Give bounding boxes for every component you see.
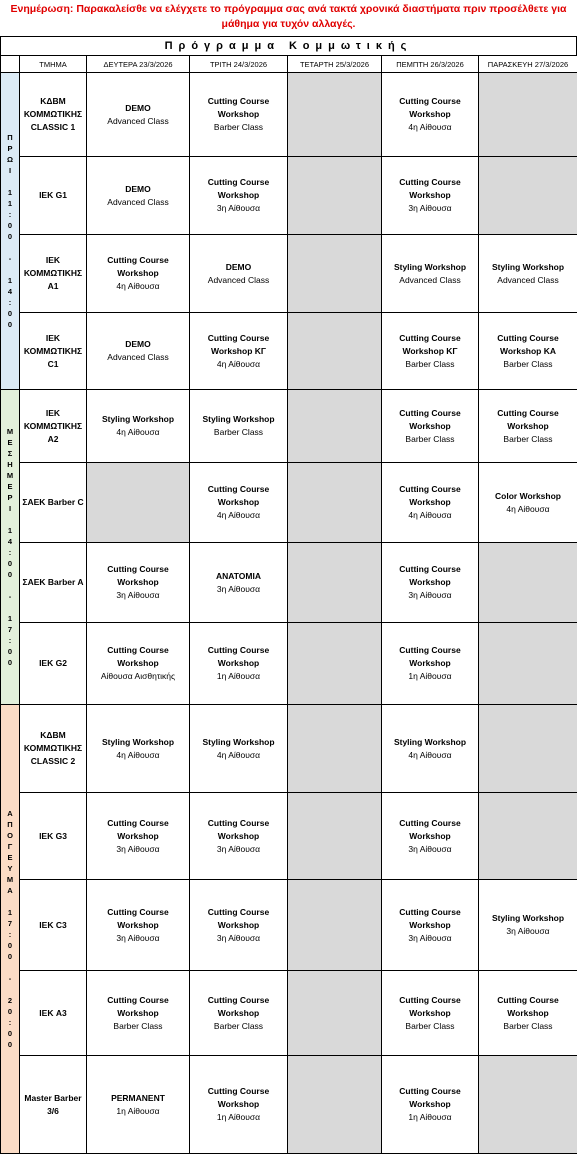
class-title: Cutting Course Workshop ΚΓ (191, 332, 286, 358)
period-char: 0 (8, 657, 12, 668)
empty-slot-friday (479, 1056, 577, 1154)
empty-slot-wednesday (288, 971, 382, 1056)
period-char: 1 (8, 198, 12, 209)
period-evening (1, 705, 20, 1154)
class-title: Styling Workshop (88, 413, 188, 426)
period-char: Π (7, 132, 12, 143)
class-slot-thursday (382, 705, 479, 793)
period-char: Ι (9, 165, 11, 176)
class-title: Styling Workshop (191, 413, 286, 426)
class-room: 4η Αίθουσα (480, 503, 576, 516)
class-title: Cutting Course Workshop (480, 994, 576, 1020)
period-char: Η (7, 459, 12, 470)
department-cell: ΙΕΚ C3 (20, 880, 87, 971)
class-slot-monday (87, 157, 190, 235)
class-room: 1η Αίθουσα (383, 670, 477, 683)
period-char: Ε (7, 481, 12, 492)
empty-slot-wednesday (288, 705, 382, 793)
class-room: 3η Αίθουσα (191, 843, 286, 856)
class-title: Cutting Course Workshop (88, 906, 188, 932)
period-char: 0 (8, 231, 12, 242)
class-room: 3η Αίθουσα (480, 925, 576, 938)
period-char (9, 984, 11, 995)
empty-slot-wednesday (288, 1056, 382, 1154)
class-title: Cutting Course Workshop (191, 483, 286, 509)
class-room: Barber Class (480, 358, 576, 371)
class-title: Styling Workshop (88, 736, 188, 749)
period-char (9, 580, 11, 591)
class-room: Barber Class (191, 121, 286, 134)
empty-slot-wednesday (288, 880, 382, 971)
update-notice: Ενημέρωση: Παρακαλείσθε να ελέγχετε το πρόγραμμα σας ανά τακτά χρονικά διαστήματα πριν προσέλθετε για μάθημα για τυχόν αλλαγές. (0, 0, 577, 36)
department-cell: ΙΕΚ ΚΟΜΜΩΤΙΚΗΣ A1 (20, 235, 87, 313)
period-label (2, 132, 18, 330)
department-cell: ΙΕΚ G3 (20, 793, 87, 880)
class-slot-thursday (382, 390, 479, 463)
class-room: 4η Αίθουσα (88, 280, 188, 293)
period-char: 1 (8, 907, 12, 918)
class-slot-monday (87, 623, 190, 705)
empty-slot-wednesday (288, 313, 382, 390)
class-slot-tuesday (190, 235, 288, 313)
period-char: Υ (7, 863, 12, 874)
class-room: 3η Αίθουσα (383, 843, 477, 856)
class-slot-tuesday (190, 157, 288, 235)
period-char: : (9, 297, 12, 308)
class-title: Cutting Course Workshop (191, 95, 286, 121)
header-monday: ΔΕΥΤΕΡΑ 23/3/2026 (87, 56, 190, 73)
class-title: PERMANENT (88, 1092, 188, 1105)
period-noon (1, 390, 20, 705)
schedule-title: Πρόγραμμα Κομμωτικής (0, 36, 577, 55)
class-room: Advanced Class (88, 196, 188, 209)
period-char (9, 176, 11, 187)
period-char: : (9, 929, 12, 940)
class-title: Cutting Course Workshop (383, 817, 477, 843)
period-char: 0 (8, 940, 12, 951)
class-slot-monday (87, 1056, 190, 1154)
class-title: Cutting Course Workshop (383, 994, 477, 1020)
period-char: : (9, 547, 12, 558)
class-title: Cutting Course Workshop (88, 994, 188, 1020)
department-cell: Master Barber 3/6 (20, 1056, 87, 1154)
empty-slot-friday (479, 705, 577, 793)
class-title: Cutting Course Workshop (383, 407, 477, 433)
class-room: 4η Αίθουσα (88, 426, 188, 439)
class-room: 4η Αίθουσα (191, 749, 286, 762)
class-slot-monday (87, 235, 190, 313)
period-char: 0 (8, 569, 12, 580)
period-char: Σ (8, 448, 13, 459)
empty-slot-wednesday (288, 73, 382, 157)
class-slot-tuesday (190, 313, 288, 390)
class-room: 3η Αίθουσα (191, 932, 286, 945)
class-title: DEMO (191, 261, 286, 274)
class-title: Cutting Course Workshop (88, 563, 188, 589)
class-room: 3η Αίθουσα (191, 583, 286, 596)
class-slot-monday (87, 73, 190, 157)
class-title: Cutting Course Workshop (191, 176, 286, 202)
class-title: Cutting Course Workshop (480, 407, 576, 433)
class-room: Advanced Class (88, 115, 188, 128)
class-slot-monday (87, 880, 190, 971)
period-char (9, 602, 11, 613)
period-char: 2 (8, 995, 12, 1006)
period-header (1, 56, 20, 73)
empty-slot-wednesday (288, 235, 382, 313)
class-title: Cutting Course Workshop (383, 644, 477, 670)
period-char: 4 (8, 286, 12, 297)
class-room: Advanced Class (191, 274, 286, 287)
period-char: - (9, 253, 12, 264)
period-char: 1 (8, 525, 12, 536)
table-row (1, 73, 577, 157)
class-slot-thursday (382, 880, 479, 971)
period-char: 0 (8, 1028, 12, 1039)
class-room: 3η Αίθουσα (88, 932, 188, 945)
table-row (1, 880, 577, 971)
period-char: 1 (8, 187, 12, 198)
class-room: 3η Αίθουσα (88, 843, 188, 856)
class-room: Barber Class (480, 433, 576, 446)
class-title: Cutting Course Workshop (383, 1085, 477, 1111)
period-char (9, 242, 11, 253)
table-row (1, 157, 577, 235)
class-room: 3η Αίθουσα (383, 932, 477, 945)
department-cell: ΙΕΚ G2 (20, 623, 87, 705)
department-cell: ΙΕΚ G1 (20, 157, 87, 235)
period-morning (1, 73, 20, 390)
class-room: 1η Αίθουσα (383, 1111, 477, 1124)
empty-slot-friday (479, 73, 577, 157)
table-row (1, 705, 577, 793)
period-char: 1 (8, 275, 12, 286)
period-char: 0 (8, 319, 12, 330)
table-row (1, 390, 577, 463)
class-room: Advanced Class (480, 274, 576, 287)
period-char: 0 (8, 220, 12, 231)
period-char: Γ (8, 841, 13, 852)
class-slot-friday (479, 971, 577, 1056)
class-slot-tuesday (190, 73, 288, 157)
class-room: 3η Αίθουσα (88, 589, 188, 602)
empty-slot-friday (479, 793, 577, 880)
empty-slot-friday (479, 157, 577, 235)
period-char: Ω (7, 154, 13, 165)
class-title: Cutting Course Workshop ΚΑ (480, 332, 576, 358)
class-title: Cutting Course Workshop (383, 563, 477, 589)
period-char: : (9, 1017, 12, 1028)
class-slot-monday (87, 543, 190, 623)
class-room: 1η Αίθουσα (191, 1111, 286, 1124)
period-char: Α (7, 808, 12, 819)
department-cell: ΙΕΚ A3 (20, 971, 87, 1056)
class-slot-monday (87, 313, 190, 390)
period-char: 7 (8, 918, 12, 929)
class-title: DEMO (88, 102, 188, 115)
class-room: 4η Αίθουσα (191, 358, 286, 371)
empty-slot-wednesday (288, 390, 382, 463)
class-slot-thursday (382, 313, 479, 390)
table-row (1, 793, 577, 880)
class-slot-tuesday (190, 543, 288, 623)
period-char (9, 962, 11, 973)
class-room: Αίθουσα Αισθητικής (88, 670, 188, 683)
class-title: Cutting Course Workshop (383, 95, 477, 121)
class-title: Cutting Course Workshop (191, 644, 286, 670)
class-title: Cutting Course Workshop (383, 483, 477, 509)
empty-slot-wednesday (288, 543, 382, 623)
table-row (1, 623, 577, 705)
class-slot-tuesday (190, 793, 288, 880)
class-title: Styling Workshop (480, 261, 576, 274)
schedule-table (0, 55, 577, 1154)
table-row (1, 543, 577, 623)
empty-slot-friday (479, 543, 577, 623)
class-slot-thursday (382, 793, 479, 880)
period-char: Ρ (7, 492, 12, 503)
period-char: - (9, 973, 12, 984)
class-slot-thursday (382, 235, 479, 313)
class-slot-friday (479, 880, 577, 971)
period-char: 0 (8, 308, 12, 319)
table-row (1, 235, 577, 313)
class-slot-monday (87, 390, 190, 463)
class-room: Barber Class (480, 1020, 576, 1033)
class-slot-thursday (382, 543, 479, 623)
department-cell: ΣΑΕΚ Barber A (20, 543, 87, 623)
header-friday: ΠΑΡΑΣΚΕΥΗ 27/3/2026 (479, 56, 577, 73)
table-row (1, 971, 577, 1056)
header-tuesday: ΤΡΙΤΗ 24/3/2026 (190, 56, 288, 73)
class-room: Barber Class (191, 1020, 286, 1033)
class-title: Cutting Course Workshop (88, 644, 188, 670)
class-room: 3η Αίθουσα (383, 589, 477, 602)
empty-slot-wednesday (288, 793, 382, 880)
class-title: Cutting Course Workshop (191, 906, 286, 932)
period-char: 7 (8, 624, 12, 635)
class-title: Styling Workshop (383, 261, 477, 274)
class-title: Cutting Course Workshop (191, 817, 286, 843)
period-char: 0 (8, 1039, 12, 1050)
department-cell: ΚΔΒΜ ΚΟΜΜΩΤΙΚΗΣ CLASSIC 2 (20, 705, 87, 793)
empty-slot-monday (87, 463, 190, 543)
empty-slot-friday (479, 623, 577, 705)
class-room: 4η Αίθουσα (191, 509, 286, 522)
period-char: 0 (8, 1006, 12, 1017)
period-char: Ε (7, 437, 12, 448)
period-char: Ρ (7, 143, 12, 154)
class-title: Cutting Course Workshop (191, 994, 286, 1020)
class-slot-thursday (382, 971, 479, 1056)
table-row (1, 463, 577, 543)
class-title: Cutting Course Workshop ΚΓ (383, 332, 477, 358)
class-room: 3η Αίθουσα (383, 202, 477, 215)
empty-slot-wednesday (288, 157, 382, 235)
period-char: 0 (8, 558, 12, 569)
table-row (1, 313, 577, 390)
header-row (1, 56, 577, 73)
class-slot-thursday (382, 157, 479, 235)
class-slot-friday (479, 235, 577, 313)
header-thursday: ΠΕΜΠΤΗ 26/3/2026 (382, 56, 479, 73)
table-row (1, 1056, 577, 1154)
class-title: Color Workshop (480, 490, 576, 503)
class-slot-monday (87, 971, 190, 1056)
schedule-body (1, 73, 577, 1154)
class-slot-tuesday (190, 880, 288, 971)
class-slot-thursday (382, 73, 479, 157)
period-char: 0 (8, 646, 12, 657)
period-char: : (9, 209, 12, 220)
department-cell: ΙΕΚ ΚΟΜΜΩΤΙΚΗΣ C1 (20, 313, 87, 390)
empty-slot-wednesday (288, 463, 382, 543)
class-slot-tuesday (190, 1056, 288, 1154)
period-char (9, 896, 11, 907)
class-slot-thursday (382, 1056, 479, 1154)
class-slot-thursday (382, 623, 479, 705)
class-title: Styling Workshop (383, 736, 477, 749)
class-slot-friday (479, 463, 577, 543)
period-char: Μ (7, 874, 13, 885)
class-title: Cutting Course Workshop (383, 906, 477, 932)
class-title: Cutting Course Workshop (88, 817, 188, 843)
class-slot-monday (87, 705, 190, 793)
class-slot-tuesday (190, 971, 288, 1056)
class-title: Styling Workshop (191, 736, 286, 749)
period-char: 0 (8, 951, 12, 962)
department-cell: ΙΕΚ ΚΟΜΜΩΤΙΚΗΣ A2 (20, 390, 87, 463)
empty-slot-wednesday (288, 623, 382, 705)
department-cell: ΚΔΒΜ ΚΟΜΜΩΤΙΚΗΣ CLASSIC 1 (20, 73, 87, 157)
period-label (2, 426, 18, 668)
class-slot-friday (479, 313, 577, 390)
class-room: Barber Class (191, 426, 286, 439)
period-char: 4 (8, 536, 12, 547)
period-char: Α (7, 885, 12, 896)
class-room: 4η Αίθουσα (383, 509, 477, 522)
period-char: Ο (7, 830, 13, 841)
class-title: Cutting Course Workshop (383, 176, 477, 202)
period-char (9, 514, 11, 525)
period-char: Π (7, 819, 12, 830)
class-room: 4η Αίθουσα (88, 749, 188, 762)
period-char: - (9, 591, 12, 602)
period-char: : (9, 635, 12, 646)
period-label (2, 808, 18, 1050)
header-department: ΤΜΗΜΑ (20, 56, 87, 73)
period-char: Ε (7, 852, 12, 863)
class-room: Barber Class (88, 1020, 188, 1033)
class-title: ANATOMIA (191, 570, 286, 583)
class-slot-tuesday (190, 705, 288, 793)
class-room: Advanced Class (88, 351, 188, 364)
class-slot-friday (479, 390, 577, 463)
class-slot-thursday (382, 463, 479, 543)
class-room: Barber Class (383, 433, 477, 446)
class-slot-tuesday (190, 463, 288, 543)
class-title: DEMO (88, 338, 188, 351)
department-cell: ΣΑΕΚ Barber C (20, 463, 87, 543)
class-slot-tuesday (190, 623, 288, 705)
class-room: 1η Αίθουσα (191, 670, 286, 683)
class-title: DEMO (88, 183, 188, 196)
class-room: Barber Class (383, 1020, 477, 1033)
class-slot-tuesday (190, 390, 288, 463)
header-wednesday: ΤΕΤΑΡΤΗ 25/3/2026 (288, 56, 382, 73)
period-char: Μ (7, 426, 13, 437)
class-room: 1η Αίθουσα (88, 1105, 188, 1118)
class-title: Cutting Course Workshop (191, 1085, 286, 1111)
class-room: Advanced Class (383, 274, 477, 287)
class-room: 4η Αίθουσα (383, 121, 477, 134)
class-title: Cutting Course Workshop (88, 254, 188, 280)
class-room: Barber Class (383, 358, 477, 371)
class-room: 4η Αίθουσα (383, 749, 477, 762)
class-room: 3η Αίθουσα (191, 202, 286, 215)
class-title: Styling Workshop (480, 912, 576, 925)
class-slot-monday (87, 793, 190, 880)
period-char: Ι (9, 503, 11, 514)
period-char: Μ (7, 470, 13, 481)
period-char: 1 (8, 613, 12, 624)
period-char (9, 264, 11, 275)
